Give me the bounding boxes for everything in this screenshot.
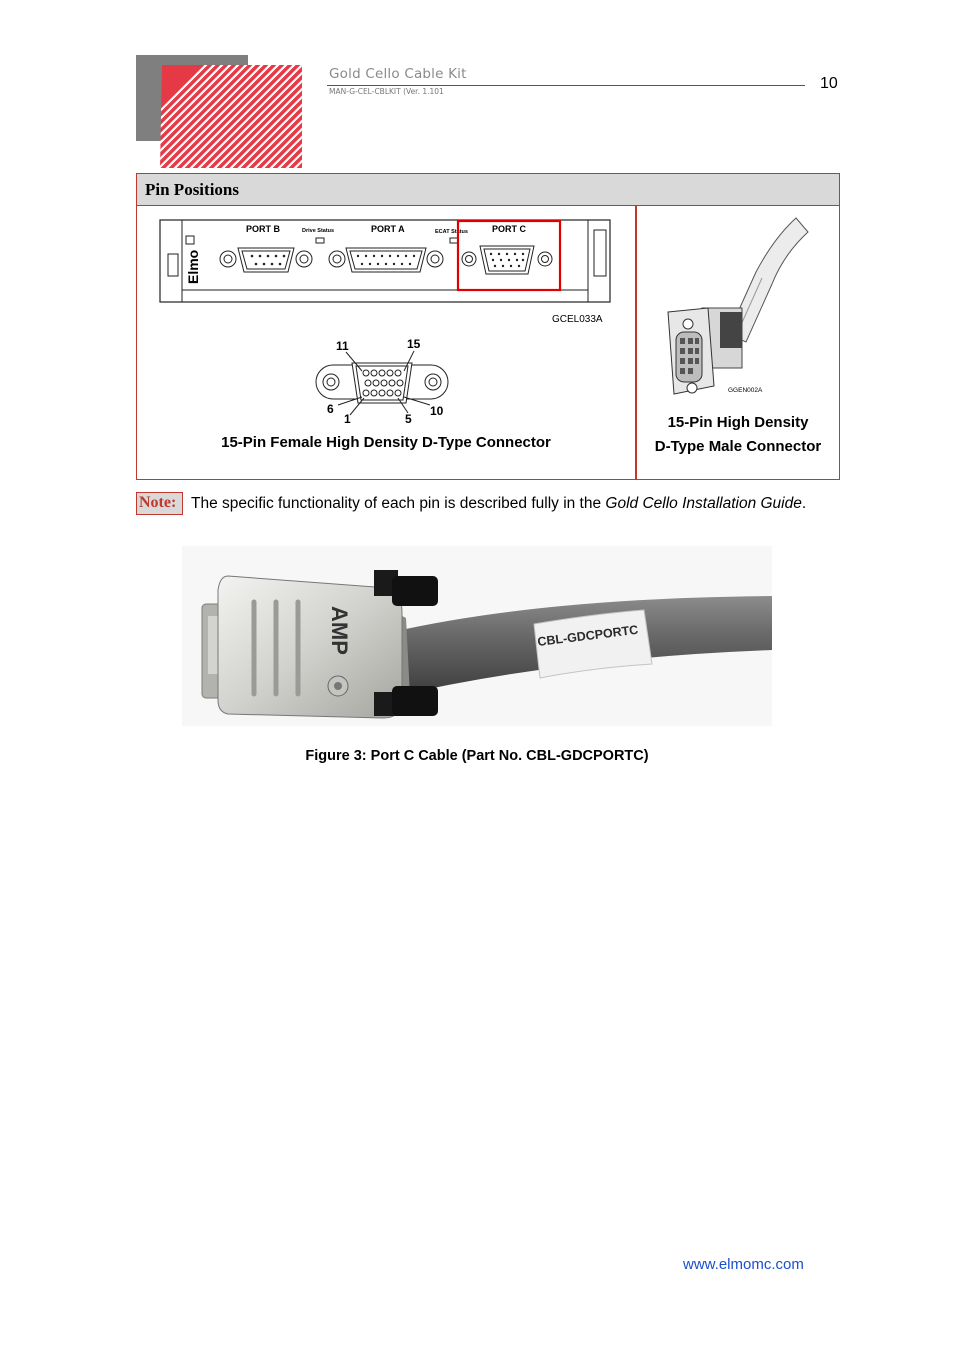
port-c-cable-photo [182,546,772,726]
female-connector-pinout-drawing [310,335,455,427]
drive-status-label: Drive Status [302,228,335,234]
male-image-code: GGEN002A [728,387,763,394]
brand-text: Elmo [185,249,201,284]
port-c-label: PORT C [492,224,527,234]
male-caption-line-1: 15-Pin High Density [667,414,809,431]
cable-label-text: CBL-GDCPORTC [536,622,640,649]
male-connector-caption [637,411,839,459]
document-title: Gold Cello Cable Kit [329,66,467,82]
footer-website-link[interactable]: www.elmomc.com [683,1256,804,1273]
port-a-label: PORT A [371,224,405,234]
table-header-label: Pin Positions [145,180,239,199]
male-caption-line-2: D-Type Male Connector [654,438,822,455]
header-rule [327,85,805,86]
port-b-label: PORT B [246,224,281,234]
pin-label-11: 11 [336,339,349,353]
ecat-status-label: ECAT Status [435,229,468,235]
drive-front-panel-drawing [158,214,618,328]
pin-label-10: 10 [430,404,444,418]
note-text [136,492,816,515]
pin-label-5: 5 [405,412,412,426]
note-label: Note: [139,494,177,511]
elmo-logo [136,55,304,170]
note-text-start: The specific functionality of each pin is described fully in the [191,495,606,512]
pin-label-1: 1 [344,412,351,426]
figure-caption: Figure 3: Port C Cable (Part No. CBL-GDCPORTC) [305,748,649,764]
page-number: 10 [820,75,838,92]
note-text-guide-title: Gold Cello Installation Guide [605,495,802,512]
male-connector-drawing [662,212,812,402]
pin-label-6: 6 [327,402,334,416]
document-code: MAN-G-CEL-CBLKIT (Ver. 1.101 [329,87,444,96]
panel-image-code: GCEL033A [552,314,603,325]
note-text-end: . [801,495,807,512]
amp-brand-text: AMP [327,606,352,655]
pin-label-15: 15 [407,337,421,351]
table-header [137,174,839,206]
female-connector-caption: 15-Pin Female High Density D-Type Connector [221,434,551,451]
